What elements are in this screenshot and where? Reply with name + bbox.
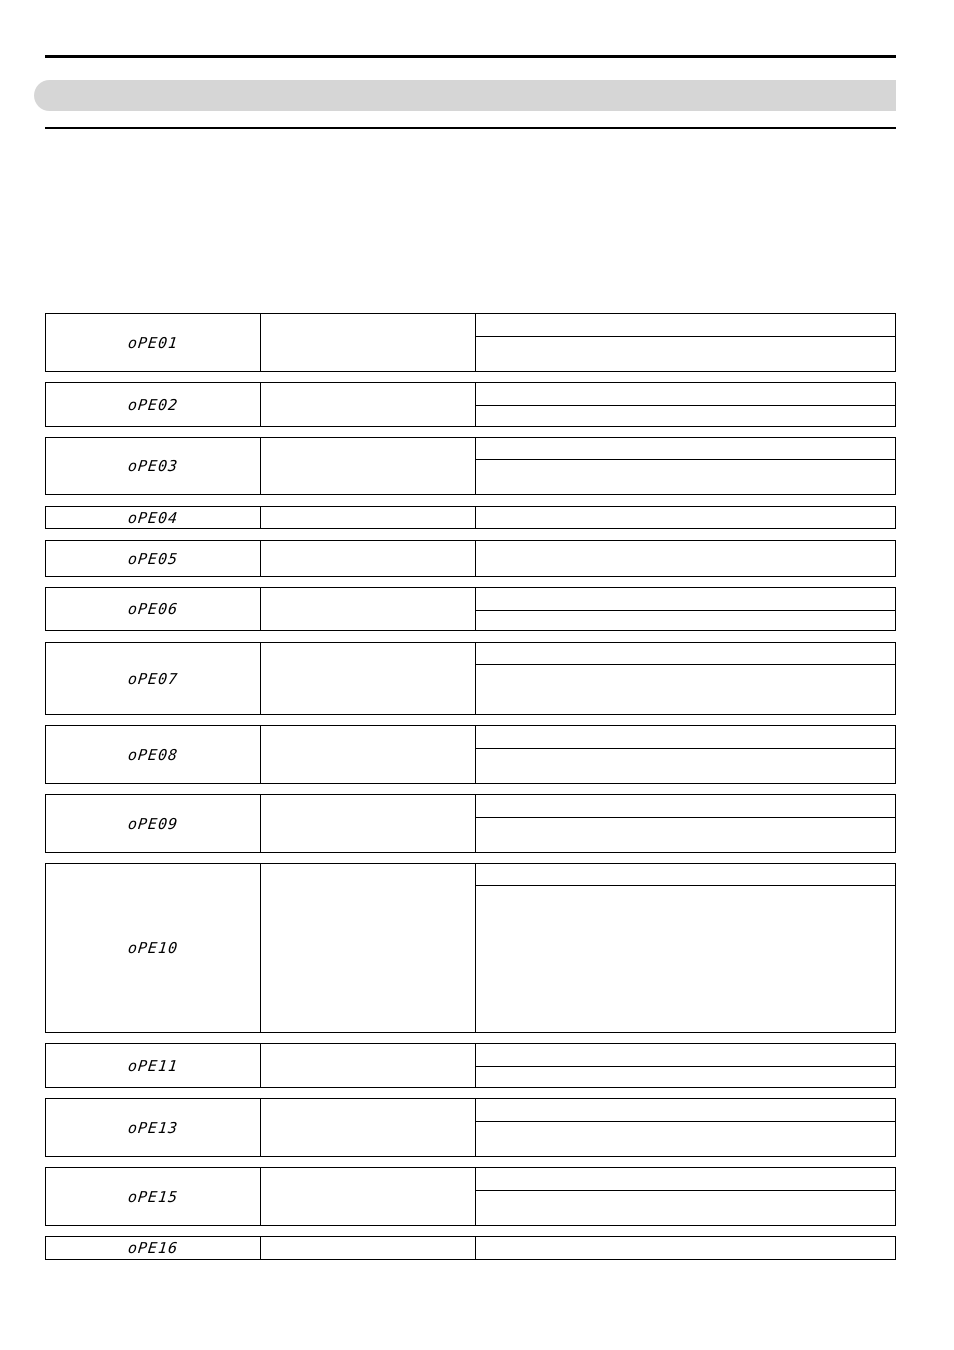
remedy-cell bbox=[476, 1190, 895, 1225]
cause-cell bbox=[476, 588, 895, 610]
detail-cell bbox=[476, 1099, 895, 1156]
remedy-cell bbox=[476, 817, 895, 852]
error-code: oPE10 bbox=[126, 939, 180, 957]
table-row bbox=[45, 540, 896, 577]
name-cell bbox=[261, 1044, 476, 1087]
code-cell bbox=[46, 507, 261, 528]
name-cell bbox=[261, 1237, 476, 1259]
error-code: oPE02 bbox=[126, 395, 180, 414]
section-heading-band bbox=[34, 80, 896, 111]
error-code: oPE03 bbox=[126, 457, 180, 475]
detail-cell bbox=[476, 314, 895, 371]
error-code: oPE09 bbox=[126, 814, 180, 833]
cause-cell bbox=[476, 541, 895, 576]
cause-cell bbox=[476, 1237, 895, 1259]
code-cell bbox=[46, 1168, 261, 1225]
name-cell bbox=[261, 507, 476, 528]
table-row bbox=[45, 642, 896, 715]
cause-cell bbox=[476, 383, 895, 405]
name-cell bbox=[261, 314, 476, 371]
remedy-cell bbox=[476, 459, 895, 494]
detail-cell bbox=[476, 864, 895, 1032]
code-cell bbox=[46, 726, 261, 783]
cause-cell bbox=[476, 1044, 895, 1066]
remedy-cell bbox=[476, 336, 895, 371]
error-code: oPE05 bbox=[126, 549, 180, 568]
error-code: oPE16 bbox=[126, 1239, 180, 1257]
error-code: oPE13 bbox=[126, 1118, 180, 1137]
table-row bbox=[45, 382, 896, 427]
cause-cell bbox=[476, 1099, 895, 1121]
remedy-cell bbox=[476, 748, 895, 783]
code-cell bbox=[46, 795, 261, 852]
error-code: oPE08 bbox=[126, 745, 180, 764]
table-row bbox=[45, 506, 896, 529]
detail-cell bbox=[476, 588, 895, 630]
cause-cell bbox=[476, 864, 895, 885]
cause-cell bbox=[476, 438, 895, 459]
name-cell bbox=[261, 726, 476, 783]
error-code: oPE11 bbox=[126, 1056, 180, 1075]
code-cell bbox=[46, 588, 261, 630]
detail-cell bbox=[476, 726, 895, 783]
detail-cell bbox=[476, 383, 895, 426]
detail-cell bbox=[476, 1168, 895, 1225]
detail-cell bbox=[476, 1237, 895, 1259]
remedy-cell bbox=[476, 885, 895, 1032]
detail-cell bbox=[476, 507, 895, 528]
cause-cell bbox=[476, 643, 895, 664]
error-code: oPE07 bbox=[126, 669, 180, 688]
code-cell bbox=[46, 1099, 261, 1156]
name-cell bbox=[261, 438, 476, 494]
remedy-cell bbox=[476, 610, 895, 630]
table-row bbox=[45, 437, 896, 495]
remedy-cell bbox=[476, 405, 895, 426]
cause-cell bbox=[476, 507, 895, 528]
name-cell bbox=[261, 541, 476, 576]
cause-cell bbox=[476, 726, 895, 748]
code-cell bbox=[46, 864, 261, 1032]
detail-cell bbox=[476, 795, 895, 852]
table-row bbox=[45, 1043, 896, 1088]
code-cell bbox=[46, 1237, 261, 1259]
error-code: oPE04 bbox=[126, 508, 180, 527]
detail-cell bbox=[476, 541, 895, 576]
table-row bbox=[45, 1098, 896, 1157]
name-cell bbox=[261, 643, 476, 714]
remedy-cell bbox=[476, 664, 895, 714]
name-cell bbox=[261, 588, 476, 630]
name-cell bbox=[261, 1168, 476, 1225]
name-cell bbox=[261, 1099, 476, 1156]
remedy-cell bbox=[476, 1066, 895, 1087]
header-rule-top bbox=[45, 55, 896, 58]
error-code: oPE15 bbox=[126, 1187, 180, 1206]
table-row bbox=[45, 1167, 896, 1226]
header-rule-bottom bbox=[45, 127, 896, 129]
table-row bbox=[45, 863, 896, 1033]
code-cell bbox=[46, 1044, 261, 1087]
name-cell bbox=[261, 795, 476, 852]
code-cell bbox=[46, 643, 261, 714]
table-row bbox=[45, 1236, 896, 1260]
error-code: oPE06 bbox=[126, 600, 180, 618]
table-row bbox=[45, 313, 896, 372]
cause-cell bbox=[476, 314, 895, 336]
code-cell bbox=[46, 438, 261, 494]
error-code: oPE01 bbox=[126, 333, 180, 352]
detail-cell bbox=[476, 1044, 895, 1087]
table-row bbox=[45, 725, 896, 784]
code-cell bbox=[46, 541, 261, 576]
detail-cell bbox=[476, 643, 895, 714]
remedy-cell bbox=[476, 1121, 895, 1156]
name-cell bbox=[261, 383, 476, 426]
cause-cell bbox=[476, 1168, 895, 1190]
code-cell bbox=[46, 314, 261, 371]
code-cell bbox=[46, 383, 261, 426]
name-cell bbox=[261, 864, 476, 1032]
table-row bbox=[45, 587, 896, 631]
detail-cell bbox=[476, 438, 895, 494]
table-row bbox=[45, 794, 896, 853]
cause-cell bbox=[476, 795, 895, 817]
